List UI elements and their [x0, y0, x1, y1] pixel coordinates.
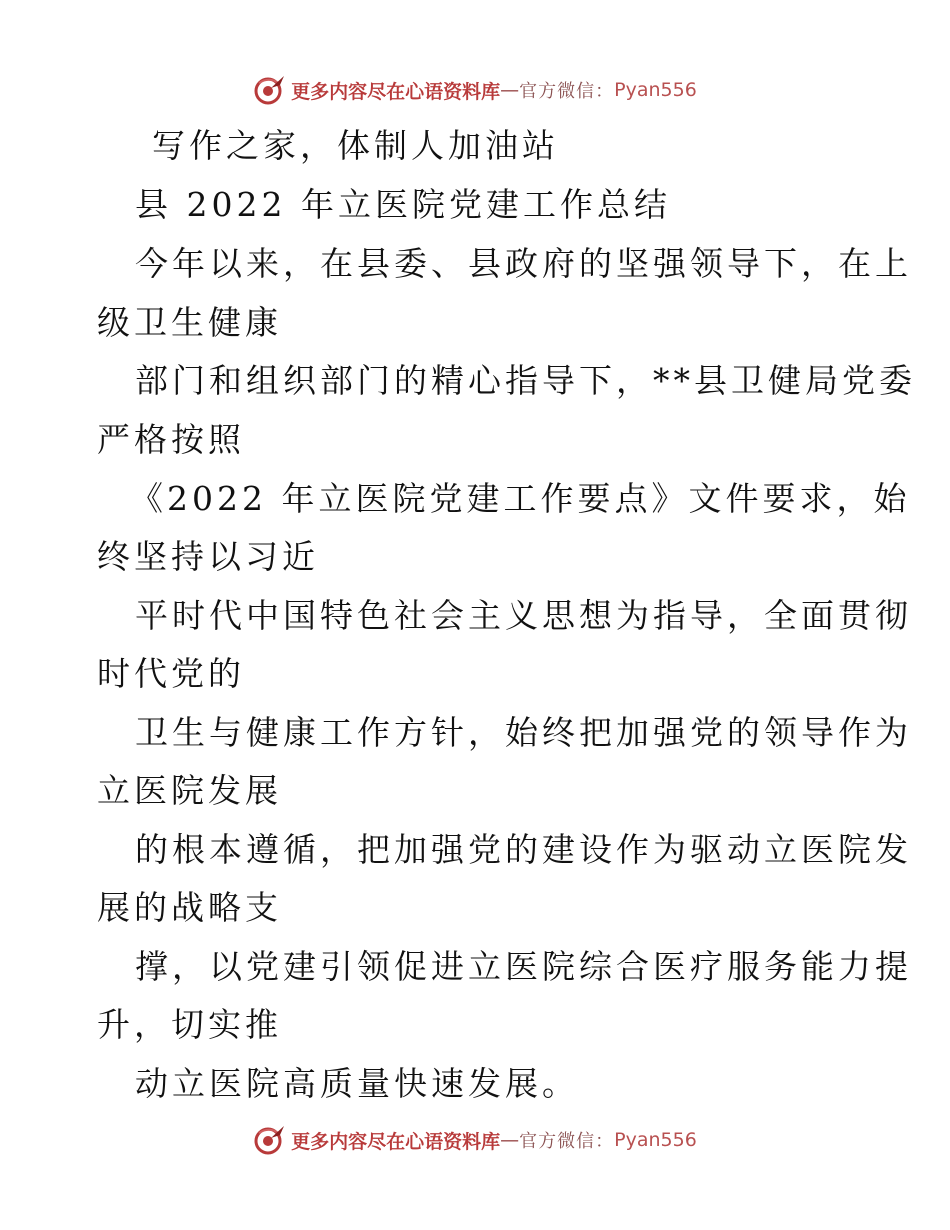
- brand-logo-icon: [253, 73, 287, 107]
- official-label: 官方微信：: [519, 81, 615, 102]
- document-line: 部门和组织部门的精心指导下，**县卫健局党委: [135, 361, 916, 400]
- wechat-id: Pyan556: [614, 1129, 697, 1151]
- document-line: 《2022 年立医院党建工作要点》文件要求，始: [130, 479, 911, 518]
- site-name: 更多内容尽在心语资料库: [291, 80, 501, 103]
- header-banner: [0, 70, 950, 110]
- document-line: 时代党的: [97, 654, 245, 693]
- document-line: 的根本遵循，把加强党的建设作为驱动立医院发: [135, 830, 912, 869]
- brand-logo-icon: [253, 1123, 287, 1157]
- document-line: 终坚持以习近: [97, 537, 319, 576]
- document-title: 县 2022 年立医院党建工作总结: [135, 185, 671, 224]
- banner-separator: —: [500, 79, 520, 101]
- site-name: 更多内容尽在心语资料库: [291, 1130, 501, 1153]
- document-line: 动立医院高质量快速发展。: [135, 1064, 579, 1103]
- document-line: 卫生与健康工作方针，始终把加强党的领导作为: [135, 713, 912, 752]
- document-line: 展的战略支: [97, 888, 282, 927]
- document-line: 平时代中国特色社会主义思想为指导，全面贯彻: [135, 596, 912, 635]
- banner-separator: —: [500, 1129, 520, 1151]
- footer-banner: [0, 1120, 950, 1160]
- document-line: 今年以来，在县委、县政府的坚强领导下，在上: [135, 244, 912, 283]
- document-line: 级卫生健康: [97, 303, 282, 342]
- document-line: 撑，以党建引领促进立医院综合医疗服务能力提: [135, 947, 912, 986]
- document-line: 写作之家，体制人加油站: [152, 126, 559, 165]
- official-label: 官方微信：: [519, 1131, 615, 1152]
- document-line: 升，切实推: [97, 1005, 282, 1044]
- wechat-id: Pyan556: [614, 79, 697, 101]
- document-line: 立医院发展: [97, 771, 282, 810]
- document-line: 严格按照: [97, 420, 245, 459]
